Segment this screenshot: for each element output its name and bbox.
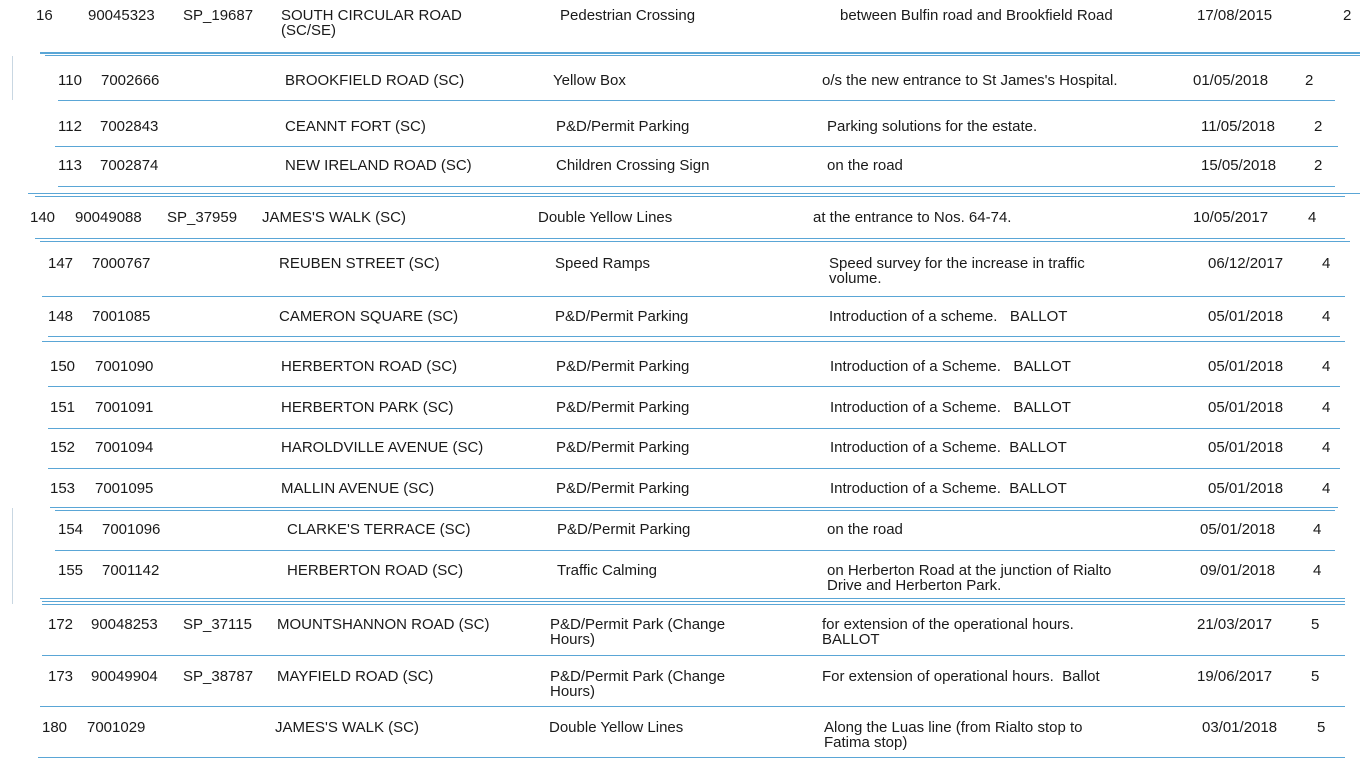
row-divider [45,55,1360,56]
area-code: 4 [1322,358,1331,375]
date: 01/05/2018 [1193,72,1269,89]
row-divider [55,146,1338,147]
street-name: MALLIN AVENUE (SC) [281,480,435,497]
request-type: Speed Ramps [555,255,651,272]
row-number: 148 [48,308,74,325]
reference-number: 7001085 [92,308,151,325]
description: for extension of the operational hours. BALLOT [822,616,1074,648]
row-divider [40,241,1350,242]
sp-number: SP_37115 [183,616,252,633]
area-code: 2 [1314,157,1323,174]
row-number: 153 [50,480,76,497]
reference-number: 7001029 [87,719,146,736]
row-divider [35,238,1345,239]
row-divider [58,100,1335,101]
row-number: 150 [50,358,76,375]
request-type: Children Crossing Sign [556,157,710,174]
row-number: 151 [50,399,76,416]
request-type: P&D/Permit Parking [556,439,690,456]
row-number: 113 [58,157,82,174]
date: 15/05/2018 [1201,157,1277,174]
area-code: 2 [1305,72,1314,89]
street-name: NEW IRELAND ROAD (SC) [285,157,472,174]
reference-number: 7001142 [102,562,160,579]
row-number: 155 [58,562,84,579]
row-divider [42,604,1345,605]
scan-edge-mark [12,508,13,604]
row-number: 154 [58,521,84,538]
area-code: 2 [1343,7,1352,24]
row-divider [42,296,1345,297]
street-name: MOUNTSHANNON ROAD (SC) [277,616,490,633]
date: 05/01/2018 [1208,439,1284,456]
description: Introduction of a Scheme. BALLOT [830,439,1067,456]
date: 03/01/2018 [1202,719,1278,736]
row-divider [38,757,1345,758]
row-divider [58,186,1335,187]
reference-number: 90045323 [88,7,155,24]
row-divider [48,386,1340,387]
description: Introduction of a Scheme. BALLOT [830,480,1067,497]
date: 09/01/2018 [1200,562,1276,579]
description: Introduction of a Scheme. BALLOT [830,358,1071,375]
row-divider [42,601,1345,602]
row-number: 112 [58,118,82,135]
description: on Herberton Road at the junction of Rialto Drive and Herberton Park. [827,562,1112,594]
street-name: SOUTH CIRCULAR ROAD (SC/SE) [281,7,462,39]
scan-edge-mark [12,56,13,100]
request-type: P&D/Permit Parking [556,118,690,135]
request-type: Double Yellow Lines [549,719,684,736]
reference-number: 7000767 [92,255,151,272]
row-divider [35,196,1345,197]
request-type: P&D/Permit Parking [556,399,690,416]
description: Along the Luas line (from Rialto stop to Fatima stop) [824,719,1083,751]
request-type: Traffic Calming [557,562,658,579]
reference-number: 7002666 [101,72,160,89]
row-number: 172 [48,616,74,633]
street-name: CAMERON SQUARE (SC) [279,308,459,325]
description: Parking solutions for the estate. [827,118,1038,135]
row-divider [28,193,1360,194]
street-name: HERBERTON ROAD (SC) [287,562,464,579]
date: 19/06/2017 [1197,668,1273,685]
description: on the road [827,157,903,174]
request-type: P&D/Permit Parking [557,521,691,538]
request-type: P&D/Permit Parking [556,358,690,375]
row-divider [40,706,1345,707]
description: For extension of operational hours. Ballot [822,668,1100,685]
date: 05/01/2018 [1200,521,1276,538]
request-type: P&D/Permit Parking [556,480,690,497]
request-type: P&D/Permit Parking [555,308,689,325]
row-number: 152 [50,439,76,456]
request-type: Pedestrian Crossing [560,7,696,24]
date: 06/12/2017 [1208,255,1284,272]
row-divider [40,52,1360,54]
row-divider [48,336,1340,337]
area-code: 4 [1308,209,1317,226]
reference-number: 7001094 [95,439,154,456]
sp-number: SP_38787 [183,668,254,685]
row-divider [42,655,1345,656]
reference-number: 90049904 [91,668,158,685]
reference-number: 7001095 [95,480,154,497]
description: Introduction of a Scheme. BALLOT [830,399,1071,416]
date: 05/01/2018 [1208,480,1284,497]
reference-number: 7001096 [102,521,161,538]
street-name: MAYFIELD ROAD (SC) [277,668,434,685]
row-number: 140 [30,209,56,226]
description: between Bulfin road and Brookfield Road [840,7,1113,24]
street-name: JAMES'S WALK (SC) [262,209,406,226]
area-code: 5 [1317,719,1326,736]
street-name: HAROLDVILLE AVENUE (SC) [281,439,484,456]
row-divider [40,598,1345,599]
reference-number: 7002874 [100,157,159,174]
row-divider [48,428,1340,429]
row-divider [42,341,1345,342]
street-name: BROOKFIELD ROAD (SC) [285,72,465,89]
date: 17/08/2015 [1197,7,1273,24]
request-type: P&D/Permit Park (Change Hours) [550,668,726,700]
area-code: 5 [1311,668,1320,685]
sp-number: SP_37959 [167,209,238,226]
area-code: 2 [1314,118,1323,135]
row-number: 110 [58,72,82,89]
row-divider [55,550,1335,551]
description: o/s the new entrance to St James's Hospital. [822,72,1118,89]
request-type: Yellow Box [553,72,626,89]
date: 05/01/2018 [1208,399,1284,416]
area-code: 4 [1322,439,1331,456]
area-code: 4 [1322,308,1331,325]
street-name: HERBERTON ROAD (SC) [281,358,458,375]
row-number: 16 [36,7,53,24]
description: Speed survey for the increase in traffic volume. [829,255,1085,287]
row-divider [55,510,1335,511]
reference-number: 90049088 [75,209,142,226]
row-number: 173 [48,668,74,685]
date: 21/03/2017 [1197,616,1273,633]
description: on the road [827,521,903,538]
reference-number: 7001091 [95,399,154,416]
date: 11/05/2018 [1201,118,1275,135]
street-name: REUBEN STREET (SC) [279,255,440,272]
reference-number: 7001090 [95,358,154,375]
area-code: 5 [1311,616,1320,633]
street-name: CEANNT FORT (SC) [285,118,426,135]
area-code: 4 [1313,521,1322,538]
street-name: JAMES'S WALK (SC) [275,719,419,736]
reference-number: 90048253 [91,616,158,633]
street-name: HERBERTON PARK (SC) [281,399,454,416]
description: Introduction of a scheme. BALLOT [829,308,1068,325]
sp-number: SP_19687 [183,7,254,24]
row-divider [50,507,1338,508]
date: 05/01/2018 [1208,358,1284,375]
area-code: 4 [1322,480,1331,497]
area-code: 4 [1313,562,1322,579]
area-code: 4 [1322,255,1331,272]
reference-number: 7002843 [100,118,159,135]
request-type: P&D/Permit Park (Change Hours) [550,616,726,648]
row-number: 180 [42,719,68,736]
date: 05/01/2018 [1208,308,1284,325]
row-number: 147 [48,255,74,272]
request-type: Double Yellow Lines [538,209,673,226]
street-name: CLARKE'S TERRACE (SC) [287,521,471,538]
area-code: 4 [1322,399,1331,416]
date: 10/05/2017 [1193,209,1269,226]
description: at the entrance to Nos. 64-74. [813,209,1012,226]
row-divider [48,468,1340,469]
